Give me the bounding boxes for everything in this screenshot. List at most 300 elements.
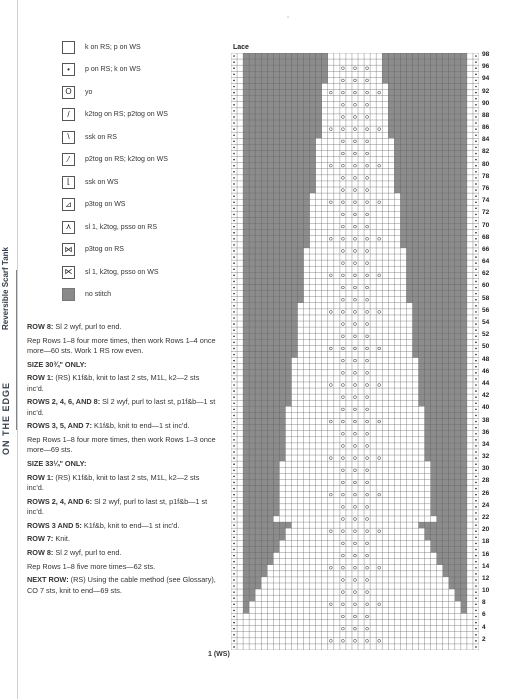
row-number: 30 — [482, 465, 490, 473]
purl-dot — [233, 348, 235, 350]
no-stitch-block — [388, 108, 467, 114]
purl-dot — [475, 518, 477, 520]
purl-dot — [233, 537, 235, 539]
no-stitch-block — [400, 205, 467, 211]
purl-dot — [475, 305, 477, 307]
purl-dot — [233, 134, 235, 136]
section-title: ON THE EDGE — [1, 381, 11, 455]
key-label: k on RS; p on WS — [85, 43, 141, 51]
no-stitch-block — [243, 352, 297, 358]
no-stitch-block — [243, 412, 285, 418]
no-stitch-block — [412, 333, 466, 339]
instruction-text: Rep Rows 1–8 five more times—62 sts. — [27, 561, 156, 571]
row-number: 54 — [482, 319, 490, 327]
purl-dot — [475, 256, 477, 258]
purl-dot — [233, 518, 235, 520]
no-stitch-block — [425, 406, 467, 412]
no-stitch-block — [400, 193, 467, 199]
purl-dot — [475, 159, 477, 161]
purl-dot — [233, 323, 235, 325]
row-number: 60 — [482, 282, 490, 290]
purl-dot — [233, 128, 235, 130]
purl-dot — [233, 226, 235, 228]
purl-dot — [475, 646, 477, 648]
no-stitch-block — [412, 315, 466, 321]
purl-dot — [233, 494, 235, 496]
instruction-lead: NEXT ROW: — [27, 575, 69, 585]
row-number: 74 — [482, 197, 490, 205]
purl-dot — [233, 177, 235, 179]
left-slant-icon: \ — [62, 131, 75, 144]
key-label: p2tog on RS; k2tog on WS — [85, 156, 168, 164]
purl-dot — [233, 354, 235, 356]
row-number: 2 — [482, 635, 486, 643]
purl-dot — [475, 104, 477, 106]
no-stitch-block — [425, 437, 467, 443]
no-stitch-block — [243, 90, 322, 96]
purl-dot — [233, 445, 235, 447]
purl-dot — [475, 110, 477, 112]
purl-dot — [233, 74, 235, 76]
purl-dot — [233, 159, 235, 161]
instruction-paragraph — [27, 534, 217, 544]
purl-dot — [233, 482, 235, 484]
no-stitch-block — [243, 236, 310, 242]
no-stitch-block — [388, 83, 467, 89]
instruction-paragraph — [27, 473, 217, 494]
row-number: 38 — [482, 416, 490, 424]
no-stitch-block — [388, 96, 467, 102]
purl-dot — [233, 616, 235, 618]
purl-dot — [475, 597, 477, 599]
purl-dot — [475, 567, 477, 569]
no-stitch-block — [243, 242, 310, 248]
row-number: 86 — [482, 124, 490, 132]
purl-dot — [475, 287, 477, 289]
purl-dot — [233, 61, 235, 63]
purl-dot — [233, 530, 235, 532]
purl-dot — [475, 293, 477, 295]
purl-dot — [233, 275, 235, 277]
purl-dot — [233, 67, 235, 69]
no-stitch-block — [412, 345, 466, 351]
pattern-instructions — [27, 322, 217, 599]
purl-dot — [233, 287, 235, 289]
no-stitch-block — [412, 339, 466, 345]
purl-dot — [233, 195, 235, 197]
no-stitch-block — [243, 126, 322, 132]
instruction-lead: SIZE 30¾" ONLY: — [27, 359, 87, 369]
no-stitch-block — [412, 321, 466, 327]
purl-dot — [233, 335, 235, 337]
purl-dot — [233, 299, 235, 301]
no-stitch-block — [412, 309, 466, 315]
row-number: 98 — [482, 51, 490, 58]
purl-dot — [475, 348, 477, 350]
purl-dot — [233, 433, 235, 435]
row-number: 82 — [482, 148, 490, 156]
no-stitch-block — [243, 193, 310, 199]
instruction-lead: ROW 8: — [27, 322, 54, 331]
purl-dot — [475, 372, 477, 374]
row-number: 84 — [482, 136, 490, 144]
purl-dot — [233, 214, 235, 216]
no-stitch-block — [243, 406, 285, 412]
purl-dot — [233, 141, 235, 143]
row-number: 46 — [482, 367, 490, 375]
purl-dot — [475, 476, 477, 478]
key-row — [62, 104, 222, 127]
no-stitch-block — [243, 345, 297, 351]
instruction-text: Sl 2 wyf, purl to end. — [53, 322, 122, 331]
purl-dot — [233, 311, 235, 313]
instruction-paragraph — [27, 336, 217, 357]
purl-dot — [233, 396, 235, 398]
purl-dot — [475, 275, 477, 277]
purl-dot — [475, 128, 477, 130]
key-label: sl 1, k2tog, psso on RS — [85, 223, 157, 231]
corner-mark: ▫ — [287, 15, 290, 21]
row-number: 58 — [482, 294, 490, 302]
purl-dot — [475, 92, 477, 94]
purl-dot — [475, 177, 477, 179]
purl-dot — [233, 153, 235, 155]
row-number: 52 — [482, 331, 490, 339]
purl-dot — [475, 573, 477, 575]
row-number: 6 — [482, 611, 486, 619]
purl-dot — [475, 55, 477, 57]
row-number: 90 — [482, 99, 490, 107]
purl-dot — [475, 469, 477, 471]
no-stitch-block — [243, 443, 285, 449]
key-label: p3tog on RS — [85, 246, 124, 254]
no-stitch-block — [461, 607, 467, 613]
row-number: 68 — [482, 233, 490, 241]
purl-dot — [475, 482, 477, 484]
purl-dot — [233, 305, 235, 307]
instruction-lead: ROWS 2, 4, AND 6: — [27, 496, 93, 506]
key-row — [62, 81, 222, 104]
purl-dot — [475, 342, 477, 344]
instruction-lead: ROW 1: — [27, 373, 54, 383]
purl-dot — [475, 226, 477, 228]
purl-dot — [475, 402, 477, 404]
key-row — [62, 194, 222, 217]
purl-dot — [475, 250, 477, 252]
purl-dot — [233, 98, 235, 100]
key-label: no stitch — [85, 291, 112, 299]
sidebar — [0, 0, 18, 699]
purl-dot — [233, 500, 235, 502]
no-stitch-block — [243, 455, 285, 461]
row-number: 88 — [482, 111, 490, 119]
instruction-paragraph — [27, 497, 217, 518]
purl-dot — [475, 384, 477, 386]
row-number: 4 — [482, 623, 486, 631]
chart-key — [62, 36, 222, 306]
no-stitch-block — [425, 419, 467, 425]
no-stitch-block — [243, 577, 261, 583]
purl-dot — [475, 262, 477, 264]
purl-dot — [233, 646, 235, 648]
no-stitch-block — [243, 437, 285, 443]
purl-dot — [233, 640, 235, 642]
purl-dot — [475, 445, 477, 447]
purl-dot — [233, 622, 235, 624]
row-number: 10 — [482, 587, 490, 595]
instruction-text: Sl 2 wyf, purl to last st, p1f&b—1 st inc'd. — [27, 496, 208, 516]
instruction-text: Knit. — [53, 534, 70, 544]
instruction-lead: SIZE 33¼" ONLY: — [27, 459, 87, 468]
instruction-lead: ROW 7: — [27, 534, 54, 544]
purl-dot — [233, 597, 235, 599]
key-label: ssk on RS — [85, 133, 117, 141]
purl-dot — [233, 147, 235, 149]
purl-dot — [233, 250, 235, 252]
purl-dot — [475, 165, 477, 167]
purl-dot — [475, 530, 477, 532]
p3tog-icon: ⊿ — [62, 198, 75, 211]
instruction-lead: ROWS 3, 5, AND 7: — [27, 421, 93, 431]
row-number: 14 — [482, 562, 490, 570]
purl-dot — [233, 524, 235, 526]
no-stitch-block — [388, 132, 467, 138]
purl-dot — [233, 92, 235, 94]
no-stitch-block — [388, 90, 467, 96]
purl-dot — [233, 409, 235, 411]
no-stitch-block — [400, 217, 467, 223]
purl-dot — [233, 232, 235, 234]
instruction-text: Rep Rows 1–8 four more times, then work Rows 1–4 once more—60 sts. Work 1 RS row even. — [27, 335, 216, 355]
row-number: 40 — [482, 404, 490, 412]
purl-dot — [233, 457, 235, 459]
no-stitch-block — [243, 516, 273, 522]
purl-dot — [233, 543, 235, 545]
key-label: sl 1, k2tog, psso on WS — [85, 268, 159, 276]
no-stitch-block — [425, 455, 467, 461]
instruction-paragraph — [27, 459, 217, 469]
purl-dot — [475, 360, 477, 362]
purl-dot — [233, 549, 235, 551]
instruction-paragraph — [27, 435, 217, 456]
purl-dot — [233, 189, 235, 191]
purl-dot — [475, 147, 477, 149]
purl-dot — [475, 634, 477, 636]
no-stitch-block — [412, 327, 466, 333]
key-row — [62, 261, 222, 284]
p3tog-rs-icon: ⋈ — [62, 243, 75, 256]
purl-dot — [233, 116, 235, 118]
purl-dot — [475, 610, 477, 612]
no-stitch-block — [243, 315, 297, 321]
no-stitch-block — [243, 114, 322, 120]
purl-dot — [475, 585, 477, 587]
right-slant-icon: / — [62, 108, 75, 121]
purl-dot — [475, 195, 477, 197]
purl-dot — [475, 543, 477, 545]
purl-dot — [233, 384, 235, 386]
row-number: 48 — [482, 355, 490, 363]
no-stitch-block — [243, 449, 285, 455]
no-stitch-block — [437, 553, 467, 559]
no-stitch-block — [461, 601, 467, 607]
purl-dot — [233, 402, 235, 404]
purl-dot — [475, 281, 477, 283]
row-number: 8 — [482, 599, 486, 607]
purl-dot — [475, 317, 477, 319]
purl-dot — [233, 183, 235, 185]
purl-dot — [475, 299, 477, 301]
purl-dot — [233, 201, 235, 203]
purl-dot — [233, 415, 235, 417]
no-stitch-block — [243, 559, 273, 565]
no-stitch-block — [400, 236, 467, 242]
no-stitch-block — [243, 132, 322, 138]
row-number: 92 — [482, 87, 490, 95]
row-number: 72 — [482, 209, 490, 217]
purl-dot — [475, 463, 477, 465]
no-stitch-block — [449, 577, 467, 583]
row-number: 12 — [482, 574, 490, 582]
no-stitch-block — [243, 425, 285, 431]
instruction-text: K1f&b, knit to end—1 st inc'd. — [81, 520, 180, 530]
no-stitch-block — [388, 120, 467, 126]
purl-dot — [475, 390, 477, 392]
sidebar-rule — [16, 270, 17, 430]
ssk-ws-icon: ⌊ — [62, 176, 75, 189]
purl-dot — [233, 488, 235, 490]
dotted-right-slant-icon: ⁄̇ — [62, 153, 75, 166]
key-label: yo — [85, 88, 93, 96]
key-row — [62, 36, 222, 59]
purl-dot — [475, 329, 477, 331]
purl-dot — [233, 342, 235, 344]
purl-dot — [233, 329, 235, 331]
project-title: Reversible Scarf Tank — [1, 246, 10, 330]
no-stitch-block — [243, 321, 297, 327]
purl-dot — [475, 366, 477, 368]
purl-dot — [475, 335, 477, 337]
no-stitch-block — [243, 339, 297, 345]
purl-dot — [475, 415, 477, 417]
chart-title: Lace — [233, 44, 249, 51]
purl-dot — [475, 86, 477, 88]
no-stitch-block — [437, 516, 467, 522]
no-stitch-block — [243, 607, 249, 613]
instruction-paragraph — [27, 575, 217, 596]
instruction-lead: ROW 8: — [27, 548, 54, 558]
row-number: 80 — [482, 160, 490, 168]
no-stitch-block — [425, 431, 467, 437]
purl-dot — [233, 110, 235, 112]
row-number: 78 — [482, 172, 490, 180]
no-stitch-block — [243, 601, 249, 607]
purl-dot — [475, 506, 477, 508]
instruction-text: K1f&b, knit to end—1 st inc'd. — [92, 421, 190, 431]
no-stitch-block — [243, 211, 310, 217]
row-number: 22 — [482, 513, 490, 521]
no-stitch-block — [388, 126, 467, 132]
instruction-paragraph — [27, 548, 217, 558]
no-stitch-block — [243, 96, 322, 102]
purl-dot — [475, 201, 477, 203]
purl-dot — [475, 268, 477, 270]
purl-dot — [475, 616, 477, 618]
sl1-k2tog-psso-icon: ⋏ — [62, 221, 75, 234]
key-label: p on RS; k on WS — [85, 66, 141, 74]
purl-dot — [233, 463, 235, 465]
no-stitch-block — [243, 431, 285, 437]
purl-dot — [233, 281, 235, 283]
lace-chart — [231, 53, 479, 650]
purl-dot — [475, 512, 477, 514]
instruction-paragraph — [27, 360, 217, 370]
no-stitch-block — [243, 102, 322, 108]
purl-dot — [475, 122, 477, 124]
instruction-paragraph — [27, 521, 217, 531]
purl-dot — [475, 628, 477, 630]
purl-dot — [475, 488, 477, 490]
no-stitch-block — [425, 425, 467, 431]
purl-dot — [233, 427, 235, 429]
no-stitch-block — [425, 412, 467, 418]
no-stitch-block — [243, 534, 285, 540]
key-row — [62, 171, 222, 194]
key-label: k2tog on RS; p2tog on WS — [85, 111, 168, 119]
instruction-text: Rep Rows 1–8 four more times, then work Rows 1–3 once more—69 sts. — [27, 435, 216, 455]
no-stitch-block — [425, 449, 467, 455]
purl-dot — [475, 439, 477, 441]
row-number: 26 — [482, 489, 490, 497]
purl-dot — [475, 208, 477, 210]
purl-dot — [233, 360, 235, 362]
purl-dot — [233, 390, 235, 392]
key-row — [62, 59, 222, 82]
row-number: 16 — [482, 550, 490, 558]
sl1-k2tog-psso-ws-icon: ⋉ — [62, 266, 75, 279]
instruction-text: (RS) K1f&b, knit to last 2 sts, M1L, k2—2 sts inc'd. — [27, 472, 200, 492]
no-stitch-block — [400, 199, 467, 205]
purl-dot — [233, 469, 235, 471]
key-row — [62, 239, 222, 262]
purl-dot — [233, 86, 235, 88]
row-number: 34 — [482, 440, 490, 448]
purl-dot — [233, 573, 235, 575]
no-stitch-block — [388, 114, 467, 120]
purl-dot — [475, 323, 477, 325]
key-row — [62, 126, 222, 149]
purl-dot — [475, 427, 477, 429]
purl-dot — [475, 67, 477, 69]
row-number: 62 — [482, 270, 490, 278]
purl-dot — [233, 372, 235, 374]
no-stitch-block — [243, 230, 310, 236]
instruction-paragraph — [27, 397, 217, 418]
instruction-text: Sl 2 wyf, purl to end. — [53, 548, 122, 558]
purl-dot — [475, 354, 477, 356]
key-row — [62, 284, 222, 307]
purl-dot — [233, 122, 235, 124]
purl-dot — [233, 421, 235, 423]
row-number: 44 — [482, 379, 490, 387]
purl-dot — [475, 524, 477, 526]
no-stitch-block — [243, 108, 322, 114]
purl-dot — [233, 628, 235, 630]
no-stitch-block — [400, 224, 467, 230]
row-number: 24 — [482, 501, 490, 509]
purl-dot — [233, 604, 235, 606]
purl-dot — [475, 409, 477, 411]
